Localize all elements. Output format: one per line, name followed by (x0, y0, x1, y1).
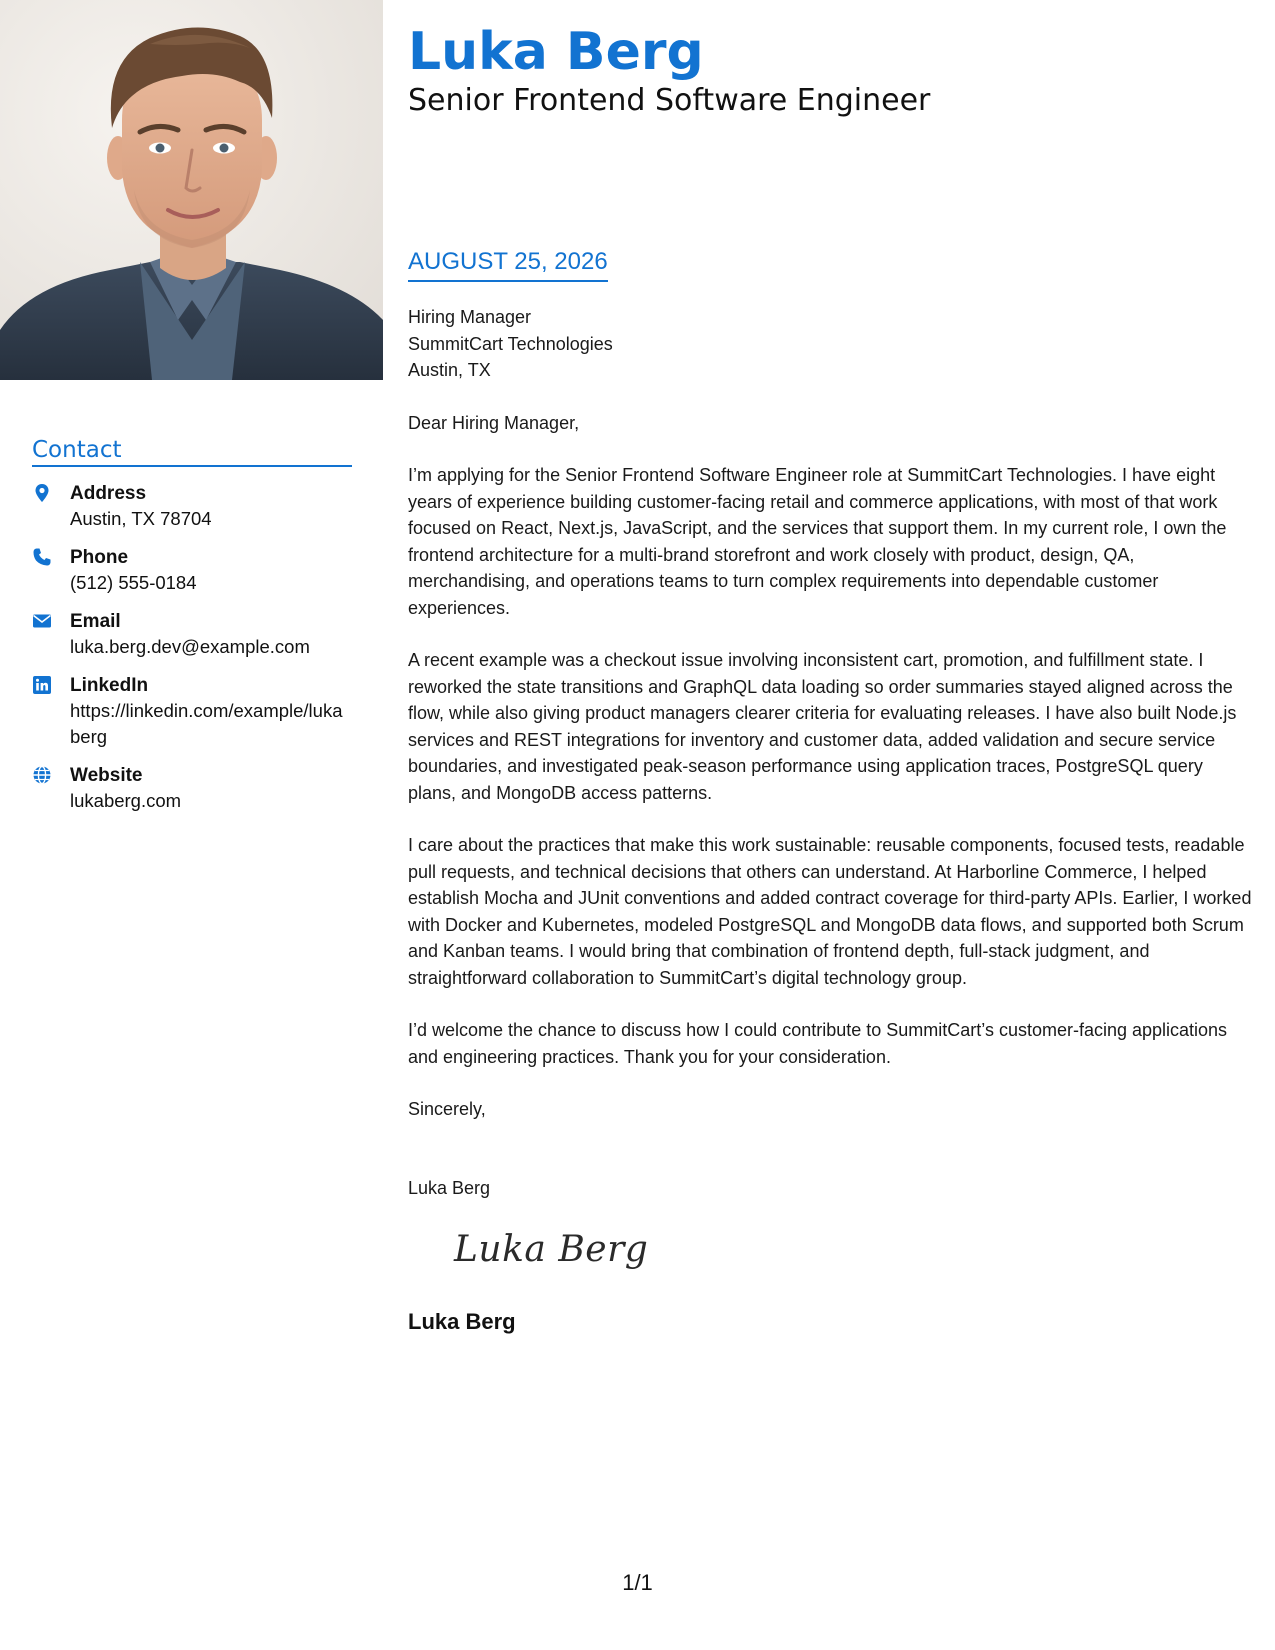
contact-linkedin (32, 673, 352, 750)
contact-label: Website (70, 765, 143, 786)
recipient-block (408, 304, 1253, 384)
contact-email (32, 609, 352, 660)
recipient-line: Hiring Manager (408, 307, 532, 327)
contact-label: Email (70, 611, 121, 632)
page-number: 1/1 (622, 1570, 653, 1595)
contact-phone (32, 545, 352, 596)
globe-icon (32, 763, 70, 814)
contact-heading: Contact (32, 437, 352, 467)
contact-value: luka.berg.dev@example.com (70, 636, 310, 657)
contact-label: LinkedIn (70, 675, 149, 696)
contact-value: Austin, TX 78704 (70, 508, 212, 529)
salutation: Dear Hiring Manager, (408, 412, 580, 433)
contact-label: Address (70, 483, 147, 504)
contact-website (32, 763, 352, 814)
linkedin-icon (32, 673, 70, 750)
closing: Sincerely, (408, 1099, 486, 1119)
letter-body (408, 248, 1253, 1335)
contact-address (32, 481, 352, 532)
profile-photo (0, 0, 383, 380)
envelope-icon (32, 609, 70, 660)
contact-link[interactable]: https://linkedin.com/example/lukaberg (70, 700, 343, 747)
handwritten-signature: Luka Berg (454, 1229, 649, 1270)
body-paragraph: A recent example was a checkout issue involving inconsistent cart, promotion, and fulfillment state. I reworked the state transitions and GraphQL data loading so order summaries stayed aligned across the flow, while also giving product managers clearer criteria for evaluating releases. I have also built Node.js services and REST integrations for inventory and customer data, added validation and secure service boundaries, and investigated peak-season performance using application traces, PostgreSQL query plans, and MongoDB access patterns. (408, 650, 1237, 803)
applicant-name: Luka Berg (408, 22, 704, 82)
contact-link[interactable]: lukaberg.com (70, 790, 182, 811)
signed-name: Luka Berg (408, 1177, 491, 1198)
body-paragraph: I’d welcome the chance to discuss how I could contribute to SummitCart’s customer-facing applications and engineering practices. Thank you for your consideration. (408, 1020, 1228, 1067)
recipient-line: SummitCart Technologies (408, 333, 613, 354)
body-paragraph: I’m applying for the Senior Frontend Software Engineer role at SummitCart Technologies. I have eight years of experience building customer-facing retail and commerce applications, with most of that work focused on React, Next.js, JavaScript, and the services that support them. In my current role, I own the frontend architecture for a multi-brand storefront and work closely with product, design, QA, merchandising, and operations teams to turn complex requirements into dependable customer experiences. (408, 465, 1227, 618)
recipient-line: Austin, TX (408, 360, 491, 380)
contact-value: (512) 555-0184 (70, 572, 197, 593)
contact-sidebar (32, 437, 352, 827)
phone-icon (32, 545, 70, 596)
final-name: Luka Berg (408, 1309, 516, 1334)
job-title: Senior Frontend Software Engineer (408, 83, 931, 118)
contact-label: Phone (70, 547, 129, 568)
body-paragraph: I care about the practices that make this work sustainable: reusable components, focused tests, readable pull requests, and technical decisions that others can understand. At Harborline Commerce, I helped establish Mocha and JUnit conventions and added contract coverage for third-party APIs. Earlier, I worked with Docker and Kubernetes, modeled PostgreSQL and MongoDB data flows, and supported both Scrum and Kanban teams. I would bring that combination of frontend depth, full-stack judgment, and straightforward collaboration to SummitCart’s digital technology group. (408, 835, 1252, 988)
letter-date: AUGUST 25, 2026 (408, 248, 608, 282)
map-pin-icon (32, 481, 70, 532)
